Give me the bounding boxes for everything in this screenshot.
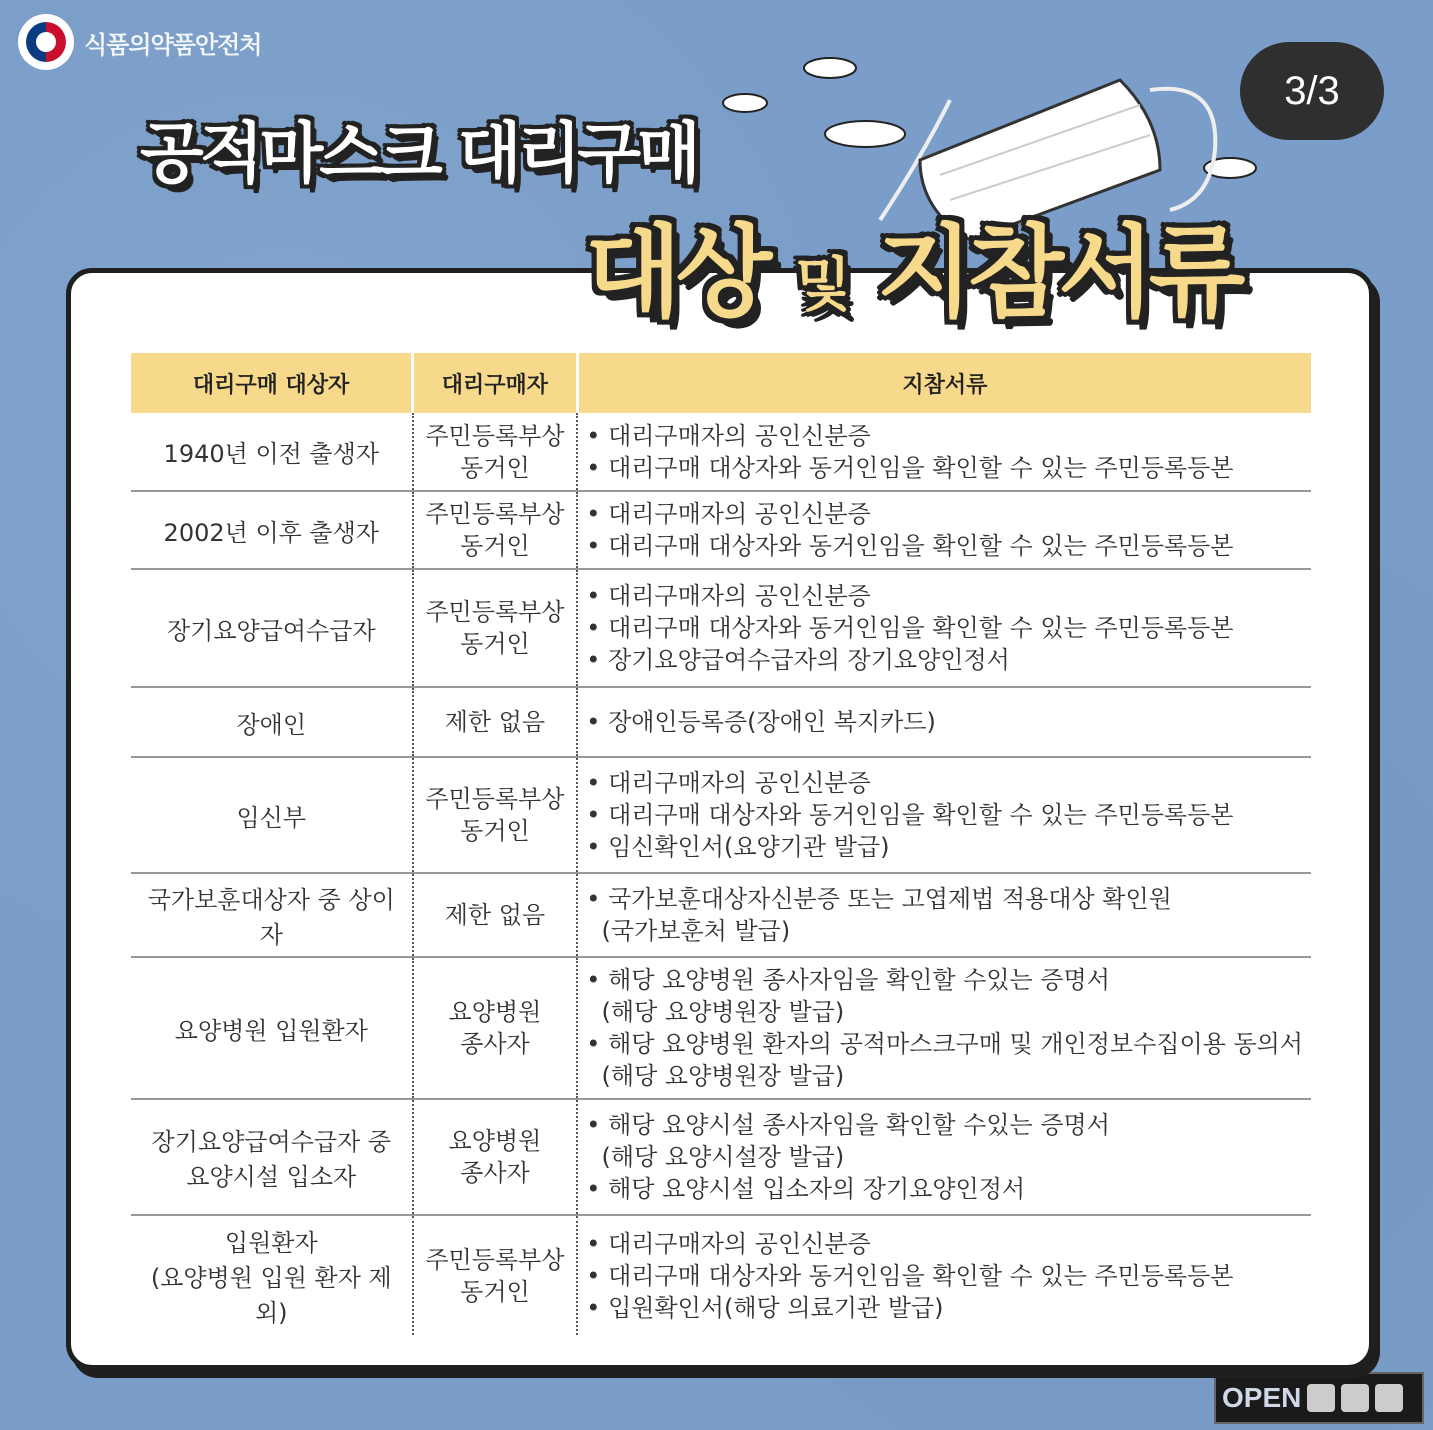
cell-documents <box>577 957 1311 1099</box>
cell-documents <box>577 1215 1311 1335</box>
title-line-1: 공적마스크 대리구매 <box>140 115 697 192</box>
table-row <box>131 757 1311 873</box>
cell-documents <box>577 491 1311 569</box>
cell-buyer: 제한 없음 <box>413 873 578 957</box>
license-icon <box>1307 1384 1335 1412</box>
government-emblem-icon <box>18 14 74 70</box>
open-text: OPEN <box>1222 1382 1302 1413</box>
document-item: (국가보훈처 발급) <box>586 917 791 945</box>
table-row <box>131 1215 1311 1335</box>
document-item: (해당 요양병원장 발급) <box>586 998 845 1026</box>
document-item: • 대리구매 대상자와 동거인임을 확인할 수 있는 주민등록등본 <box>586 453 1234 482</box>
cell-target: 국가보훈대상자 중 상이자 <box>131 873 413 957</box>
cell-target: 요양병원 입원환자 <box>131 957 413 1099</box>
cloud-icon <box>800 50 860 80</box>
cell-documents <box>577 569 1311 687</box>
header-target: 대리구매 대상자 <box>131 353 413 413</box>
table-body <box>131 413 1311 1335</box>
table-row <box>131 1099 1311 1215</box>
header-documents: 지참서류 <box>577 353 1311 413</box>
document-item: • 대리구매자의 공인신분증 <box>586 421 871 450</box>
cell-documents <box>577 687 1311 757</box>
cell-target: 2002년 이후 출생자 <box>131 491 413 569</box>
cell-buyer: 주민등록부상 동거인 <box>413 413 578 491</box>
document-item: • 대리구매자의 공인신분증 <box>586 1229 871 1258</box>
document-item: • 해당 요양병원 종사자임을 확인할 수있는 증명서 <box>586 966 1110 994</box>
title-part-documents: 지참서류 <box>876 214 1240 331</box>
table-row <box>131 873 1311 957</box>
table-header-row <box>131 353 1311 413</box>
open-license-badge <box>1214 1372 1424 1424</box>
cell-documents <box>577 757 1311 873</box>
document-item: • 국가보훈대상자신분증 또는 고엽제법 적용대상 확인원 <box>586 885 1172 913</box>
document-item: (해당 요양병원장 발급) <box>586 1062 845 1090</box>
document-item: (해당 요양시설장 발급) <box>586 1143 845 1171</box>
cell-target: 입원환자 (요양병원 입원 환자 제외) <box>131 1215 413 1335</box>
license-icon <box>1375 1384 1403 1412</box>
logo-text: 식품의약품안전처 <box>84 30 262 59</box>
cell-buyer: 요양병원 종사자 <box>413 1099 578 1215</box>
cell-target: 임신부 <box>131 757 413 873</box>
document-item: • 해당 요양시설 종사자임을 확인할 수있는 증명서 <box>586 1111 1110 1139</box>
cell-documents <box>577 1099 1311 1215</box>
document-item: • 대리구매 대상자와 동거인임을 확인할 수 있는 주민등록등본 <box>586 614 1234 642</box>
cell-documents <box>577 413 1311 491</box>
document-item: • 임신확인서(요양기관 발급) <box>586 833 890 861</box>
table-row <box>131 687 1311 757</box>
cell-documents <box>577 873 1311 957</box>
document-item: • 대리구매 대상자와 동거인임을 확인할 수 있는 주민등록등본 <box>586 532 1234 560</box>
cell-target: 장기요양급여수급자 중 요양시설 입소자 <box>131 1099 413 1215</box>
document-item: • 대리구매자의 공인신분증 <box>586 769 871 797</box>
table-row <box>131 491 1311 569</box>
document-item: • 대리구매 대상자와 동거인임을 확인할 수 있는 주민등록등본 <box>586 1261 1234 1290</box>
cell-buyer: 요양병원 종사자 <box>413 957 578 1099</box>
title-part-and: 및 <box>795 250 849 319</box>
cloud-icon <box>720 88 770 114</box>
cell-buyer: 주민등록부상 동거인 <box>413 757 578 873</box>
cell-buyer: 주민등록부상 동거인 <box>413 491 578 569</box>
document-item: • 장애인등록증(장애인 복지카드) <box>586 708 936 736</box>
license-icon <box>1341 1384 1369 1412</box>
table-row <box>131 957 1311 1099</box>
document-item: • 해당 요양병원 환자의 공적마스크구매 및 개인정보수집이용 동의서 <box>586 1030 1303 1058</box>
title-part-target: 대상 <box>585 214 767 331</box>
header-buyer: 대리구매자 <box>413 353 578 413</box>
logo <box>18 14 261 70</box>
document-item: • 대리구매 대상자와 동거인임을 확인할 수 있는 주민등록등본 <box>586 801 1234 829</box>
document-item: • 장기요양급여수급자의 장기요양인정서 <box>586 646 1010 674</box>
cell-buyer: 주민등록부상 동거인 <box>413 1215 578 1335</box>
document-item: • 입원확인서(해당 의료기관 발급) <box>586 1293 944 1322</box>
cell-buyer: 제한 없음 <box>413 687 578 757</box>
content-card <box>66 268 1374 1370</box>
title-line-2 <box>585 192 1239 336</box>
documents-table <box>131 353 1311 1335</box>
document-item: • 대리구매자의 공인신분증 <box>586 582 871 610</box>
document-item: • 대리구매자의 공인신분증 <box>586 500 871 528</box>
cell-target: 장기요양급여수급자 <box>131 569 413 687</box>
page-indicator: 3/3 <box>1240 42 1384 140</box>
table-row <box>131 413 1311 491</box>
cell-target: 1940년 이전 출생자 <box>131 413 413 491</box>
document-item: • 해당 요양시설 입소자의 장기요양인정서 <box>586 1175 1026 1203</box>
cell-target: 장애인 <box>131 687 413 757</box>
cell-buyer: 주민등록부상 동거인 <box>413 569 578 687</box>
table-row <box>131 569 1311 687</box>
